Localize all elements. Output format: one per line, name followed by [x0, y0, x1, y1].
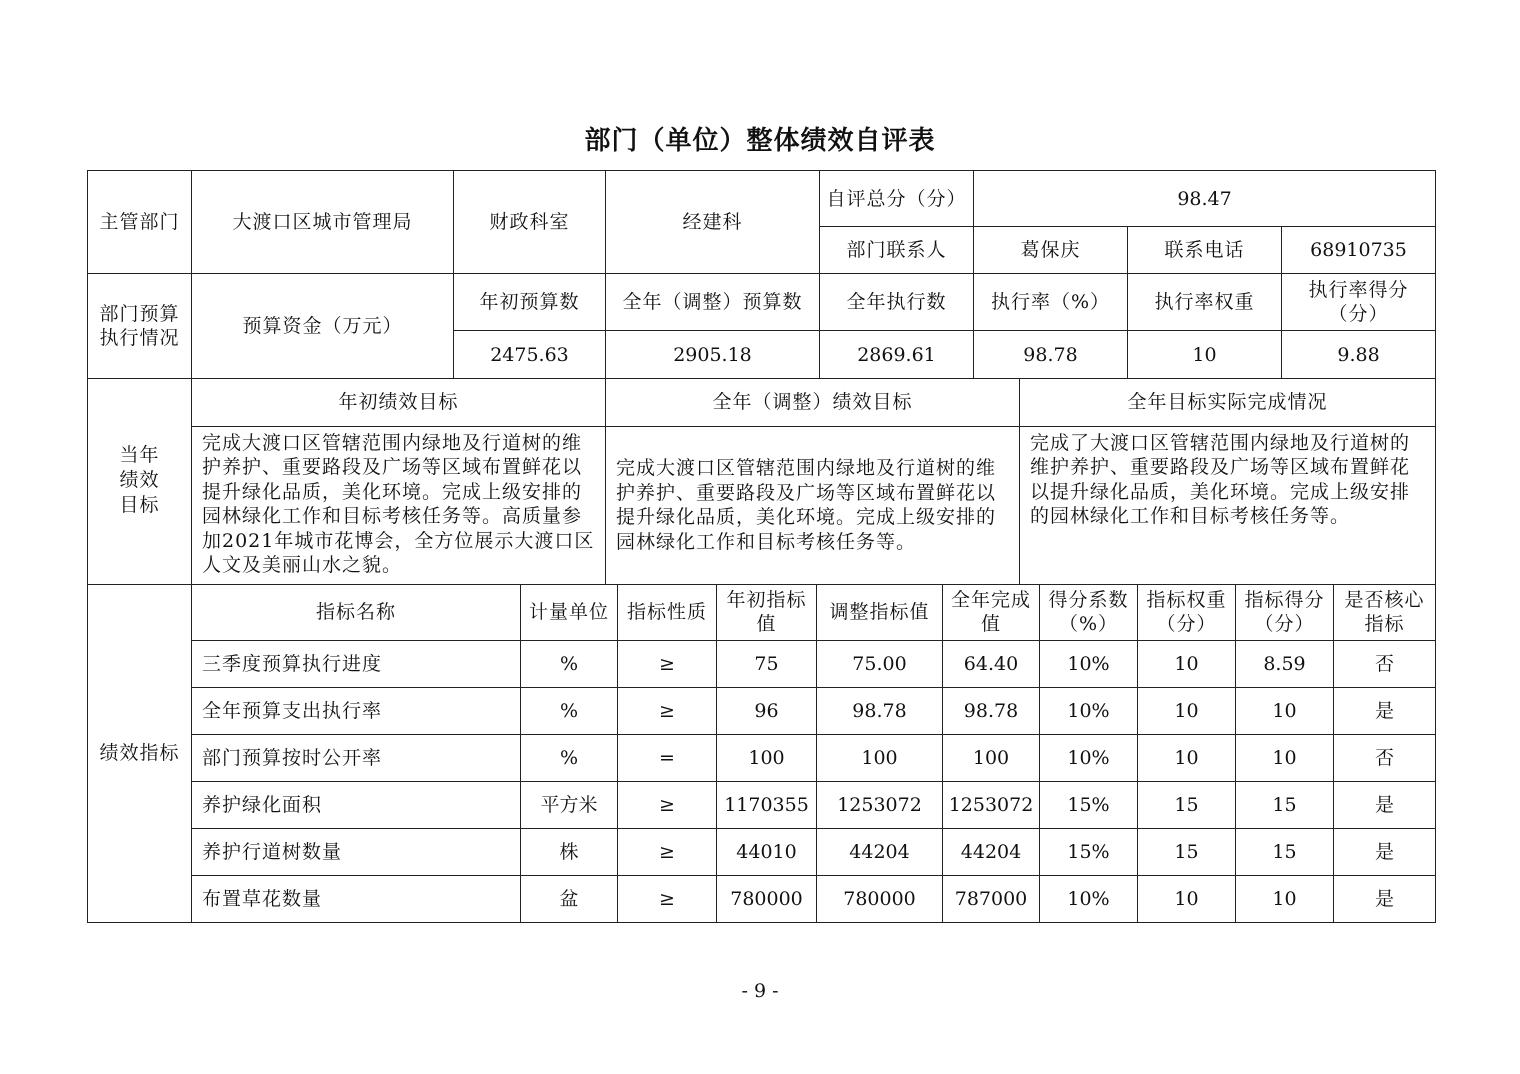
indicator-coefficient: 10% — [1040, 734, 1138, 781]
indicator-weight: 15 — [1138, 828, 1236, 875]
adjusted-goal-text: 完成大渡口区管辖范围内绿地及行道树的维护养护、重要路段及广场等区域布置鲜花以提升绿化品质，美化环境。完成上级安排的园林绿化工作和目标考核任务等。 — [606, 426, 1020, 584]
indicator-completed: 64.40 — [943, 640, 1040, 687]
indicator-nature: ≥ — [618, 875, 717, 922]
indicator-initial: 75 — [717, 640, 817, 687]
indicators-row-label: 绩效指标 — [88, 584, 192, 922]
budget-value: 9.88 — [1282, 331, 1436, 379]
indicator-unit: 株 — [521, 828, 618, 875]
indicator-nature: ≥ — [618, 687, 717, 734]
indicator-header: 指标得分（分） — [1236, 584, 1334, 640]
indicator-completed: 44204 — [943, 828, 1040, 875]
indicator-score: 8.59 — [1236, 640, 1334, 687]
indicator-weight: 10 — [1138, 875, 1236, 922]
goals-header: 全年（调整）绩效目标 — [606, 378, 1020, 426]
budget-row-label: 部门预算执行情况 — [88, 274, 192, 379]
indicator-name: 布置草花数量 — [192, 875, 521, 922]
goals-row-label-text: 当年绩效目标 — [119, 444, 160, 517]
indicator-coefficient: 10% — [1040, 640, 1138, 687]
indicator-header: 年初指标值 — [717, 584, 817, 640]
indicator-initial: 1170355 — [717, 781, 817, 828]
budget-header: 执行率权重 — [1128, 274, 1282, 331]
indicator-weight: 10 — [1138, 687, 1236, 734]
indicator-initial: 44010 — [717, 828, 817, 875]
indicator-core: 是 — [1334, 687, 1436, 734]
indicator-adjusted: 100 — [817, 734, 943, 781]
indicator-header: 计量单位 — [521, 584, 618, 640]
header-budget-table — [87, 170, 1436, 379]
indicator-header: 指标性质 — [618, 584, 717, 640]
table-row — [88, 875, 1436, 922]
budget-value: 2905.18 — [606, 331, 820, 379]
goals-table — [87, 378, 1436, 585]
indicator-header: 指标权重（分） — [1138, 584, 1236, 640]
indicator-score: 10 — [1236, 687, 1334, 734]
indicator-header: 调整指标值 — [817, 584, 943, 640]
indicator-name: 全年预算支出执行率 — [192, 687, 521, 734]
table-row — [88, 734, 1436, 781]
budget-header: 执行率得分（分） — [1282, 274, 1436, 331]
indicator-score: 15 — [1236, 828, 1334, 875]
page-number: - 9 - — [741, 980, 779, 1002]
indicator-initial: 780000 — [717, 875, 817, 922]
indicator-nature: ≥ — [618, 781, 717, 828]
contact-name: 葛保庆 — [974, 227, 1128, 274]
budget-value: 10 — [1128, 331, 1282, 379]
indicator-nature: = — [618, 734, 717, 781]
budget-header: 年初预算数 — [454, 274, 606, 331]
contact-label: 部门联系人 — [820, 227, 974, 274]
actual-completion-text: 完成了大渡口区管辖范围内绿地及行道树的维护养护、重要路段及广场等区域布置鲜花以提升绿化品质，美化环境。完成上级安排的园林绿化工作和目标考核任务等。 — [1020, 426, 1436, 584]
budget-header: 全年（调整）预算数 — [606, 274, 820, 331]
indicator-coefficient: 10% — [1040, 687, 1138, 734]
indicator-coefficient: 15% — [1040, 828, 1138, 875]
indicator-adjusted: 1253072 — [817, 781, 943, 828]
table-row — [88, 828, 1436, 875]
indicator-adjusted: 44204 — [817, 828, 943, 875]
score-label: 自评总分（分） — [820, 171, 974, 227]
dept-label: 主管部门 — [88, 171, 192, 274]
indicator-unit: 盆 — [521, 875, 618, 922]
indicator-name: 养护行道树数量 — [192, 828, 521, 875]
indicator-score: 10 — [1236, 734, 1334, 781]
budget-value: 2869.61 — [820, 331, 974, 379]
score-value: 98.47 — [974, 171, 1436, 227]
indicator-core: 否 — [1334, 734, 1436, 781]
table-row — [88, 781, 1436, 828]
indicator-name: 部门预算按时公开率 — [192, 734, 521, 781]
indicator-header: 全年完成值 — [943, 584, 1040, 640]
page-title: 部门（单位）整体绩效自评表 — [584, 126, 936, 156]
indicator-nature: ≥ — [618, 828, 717, 875]
indicator-weight: 10 — [1138, 734, 1236, 781]
indicator-name: 养护绿化面积 — [192, 781, 521, 828]
table-row — [88, 640, 1436, 687]
office-name: 财政科室 — [454, 171, 606, 274]
indicator-header: 是否核心指标 — [1334, 584, 1436, 640]
indicator-header: 得分系数（%） — [1040, 584, 1138, 640]
indicator-score: 15 — [1236, 781, 1334, 828]
indicator-initial: 100 — [717, 734, 817, 781]
budget-header: 执行率（%） — [974, 274, 1128, 331]
phone-label: 联系电话 — [1128, 227, 1282, 274]
indicator-core: 是 — [1334, 781, 1436, 828]
budget-value: 2475.63 — [454, 331, 606, 379]
initial-goal-text: 完成大渡口区管辖范围内绿地及行道树的维护养护、重要路段及广场等区域布置鲜花以提升绿化品质，美化环境。完成上级安排的园林绿化工作和目标考核任务等。高质量参加2021年城市花博会，全方位展示大渡口区人文及美丽山水之貌。 — [192, 426, 606, 584]
budget-value: 98.78 — [974, 331, 1128, 379]
budget-funds-label: 预算资金（万元） — [192, 274, 454, 379]
dept-name: 大渡口区城市管理局 — [192, 171, 454, 274]
indicator-core: 是 — [1334, 875, 1436, 922]
goals-row-label — [88, 378, 192, 584]
indicator-core: 是 — [1334, 828, 1436, 875]
indicator-weight: 15 — [1138, 781, 1236, 828]
indicator-adjusted: 75.00 — [817, 640, 943, 687]
indicator-unit: % — [521, 640, 618, 687]
section-name: 经建科 — [606, 171, 820, 274]
indicator-unit: 平方米 — [521, 781, 618, 828]
indicator-coefficient: 10% — [1040, 875, 1138, 922]
indicator-core: 否 — [1334, 640, 1436, 687]
indicator-completed: 100 — [943, 734, 1040, 781]
indicator-completed: 787000 — [943, 875, 1040, 922]
goals-header: 年初绩效目标 — [192, 378, 606, 426]
indicator-weight: 10 — [1138, 640, 1236, 687]
indicators-table — [87, 584, 1436, 923]
indicator-unit: % — [521, 734, 618, 781]
goals-header: 全年目标实际完成情况 — [1020, 378, 1436, 426]
phone-value: 68910735 — [1282, 227, 1436, 274]
indicator-completed: 1253072 — [943, 781, 1040, 828]
indicator-unit: % — [521, 687, 618, 734]
table-row — [88, 687, 1436, 734]
indicator-score: 10 — [1236, 875, 1334, 922]
indicator-name: 三季度预算执行进度 — [192, 640, 521, 687]
indicator-nature: ≥ — [618, 640, 717, 687]
budget-header: 全年执行数 — [820, 274, 974, 331]
indicator-header: 指标名称 — [192, 584, 521, 640]
indicator-adjusted: 98.78 — [817, 687, 943, 734]
indicator-coefficient: 15% — [1040, 781, 1138, 828]
indicator-adjusted: 780000 — [817, 875, 943, 922]
indicator-initial: 96 — [717, 687, 817, 734]
indicator-completed: 98.78 — [943, 687, 1040, 734]
